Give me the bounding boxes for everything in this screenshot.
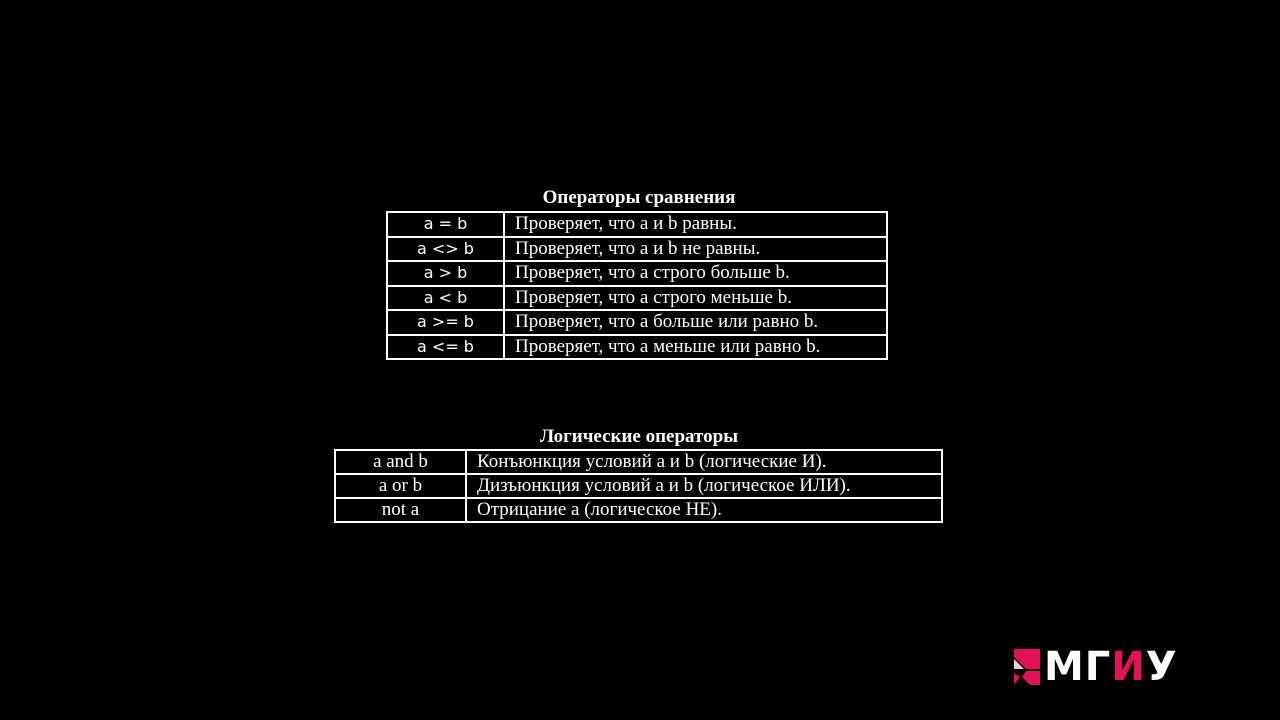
operator-cell: a <> b (387, 237, 504, 262)
mgiu-logo (1012, 646, 1218, 688)
operator-cell: a and b (335, 450, 466, 474)
description-cell: Проверяет, что a и b не равны. (504, 237, 887, 262)
table-row (387, 212, 887, 237)
description-cell: Дизъюнкция условий a и b (логическое ИЛИ). (466, 474, 942, 498)
table-row (335, 498, 942, 522)
description-cell: Проверяет, что a больше или равно b. (504, 310, 887, 335)
logical-table (334, 449, 943, 523)
table-row (387, 310, 887, 335)
logo-text-i: И (1111, 644, 1146, 690)
logo-text (1044, 646, 1178, 688)
operator-cell: not a (335, 498, 466, 522)
description-cell: Отрицание a (логическое НЕ). (466, 498, 942, 522)
table-row (387, 335, 887, 360)
logical-title: Логические операторы (539, 426, 739, 447)
description-cell: Проверяет, что a и b равны. (504, 212, 887, 237)
logo-mark-icon (1012, 647, 1042, 687)
table-row (335, 450, 942, 474)
operator-cell: a >= b (387, 310, 504, 335)
operator-cell: a < b (387, 286, 504, 311)
comparison-table (386, 211, 888, 360)
operator-cell: a = b (387, 212, 504, 237)
logo-text-mg: МГ (1044, 644, 1112, 690)
operator-cell: a or b (335, 474, 466, 498)
description-cell: Проверяет, что a меньше или равно b. (504, 335, 887, 360)
table-row (387, 237, 887, 262)
logo-text-u: У (1145, 644, 1178, 690)
table-row (335, 474, 942, 498)
description-cell: Конъюнкция условий a и b (логические И). (466, 450, 942, 474)
description-cell: Проверяет, что a строго больше b. (504, 261, 887, 286)
table-row (387, 286, 887, 311)
comparison-title: Операторы сравнения (542, 187, 736, 208)
operator-cell: a > b (387, 261, 504, 286)
operator-cell: a <= b (387, 335, 504, 360)
description-cell: Проверяет, что a строго меньше b. (504, 286, 887, 311)
table-row (387, 261, 887, 286)
